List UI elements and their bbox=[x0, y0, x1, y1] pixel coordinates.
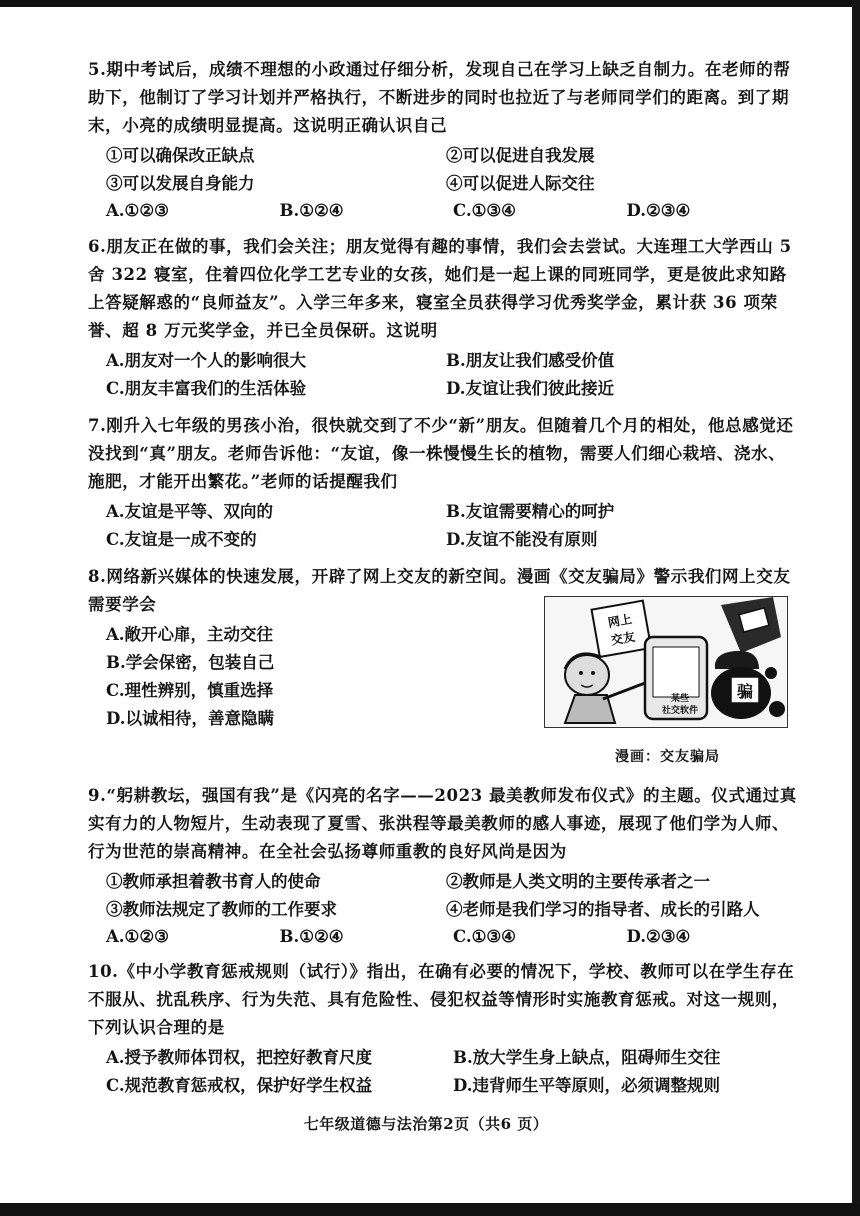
answer-row bbox=[88, 1070, 800, 1098]
question-5 bbox=[88, 56, 800, 224]
option-a: A.敞开心扉，主动交往 bbox=[106, 625, 274, 644]
cartoon-caption: 漫画：交友骗局 bbox=[615, 749, 720, 765]
option-c: C.①③④ bbox=[453, 200, 516, 220]
scan-edge-right bbox=[852, 0, 860, 1216]
option-a: A.友谊是平等、双向的 bbox=[106, 502, 274, 521]
statement-4: ④老师是我们学习的指导者、成长的引路人 bbox=[446, 900, 760, 919]
statement-1: ①可以确保改正缺点 bbox=[106, 146, 255, 165]
option-c: C.朋友丰富我们的生活体验 bbox=[106, 379, 307, 398]
option-b: B.①②④ bbox=[279, 926, 344, 946]
question-10 bbox=[88, 958, 800, 1098]
question-stem: 7.刚升入七年级的男孩小治，很快就交到了不少“新”朋友。但随着几个月的相处，他总感觉还没找到“真”朋友。老师告诉他：“友谊，像一株慢慢生长的植物，需要人们细心栽培、浇水、施肥，才能开出繁花。”老师的话提醒我们 bbox=[88, 416, 794, 491]
answer-row bbox=[88, 1042, 800, 1070]
option-d: D.友谊让我们彼此接近 bbox=[446, 379, 614, 398]
option-c: C.理性辨别，慎重选择 bbox=[106, 681, 274, 700]
cartoon-fraud-illustration bbox=[544, 596, 788, 728]
question-stem: 9.“躬耕教坛，强国有我”是《闪亮的名字——2023 最美教师发布仪式》的主题。仪式通过真实有力的人物短片，生动表现了夏雪、张洪程等最美教师的感人事迹，展现了他们学为人师、行为世范的崇高精神。在全社会弘扬尊师重教的良好风尚是因为 bbox=[88, 786, 797, 861]
statement-row bbox=[88, 894, 800, 922]
statement-row bbox=[88, 168, 800, 196]
question-6 bbox=[88, 233, 800, 401]
option-b: B.学会保密，包装自己 bbox=[106, 653, 275, 672]
option-d: D.友谊不能没有原则 bbox=[446, 530, 598, 549]
statement-row bbox=[88, 140, 800, 168]
option-d: D.以诚相待，善意隐瞒 bbox=[106, 709, 274, 728]
question-stem: 6.朋友正在做的事，我们会关注；朋友觉得有趣的事情，我们会去尝试。大连理工大学西山 5 舍 322 寝室，住着四位化学工艺专业的女孩，她们是一起上课的同班同学，更是彼此求知路上答疑解惑的“良师益友”。入学三年多来，寝室全员获得学习优秀奖学金，累计获 36 项荣誉、超 8 万元奖学金，并已全员保研。这说明 bbox=[88, 237, 792, 340]
statement-4: ④可以促进人际交往 bbox=[446, 174, 595, 193]
statement-1: ①教师承担着教书育人的使命 bbox=[106, 872, 321, 891]
statement-2: ②可以促进自我发展 bbox=[446, 146, 595, 165]
option-a: A.授予教师体罚权，把控好教育尺度 bbox=[106, 1048, 373, 1067]
answer-row bbox=[88, 524, 800, 552]
answer-row bbox=[88, 373, 800, 401]
option-d: D.违背师生平等原则，必须调整规则 bbox=[453, 1076, 720, 1095]
option-a: A.①②③ bbox=[106, 926, 169, 946]
answer-row bbox=[88, 922, 800, 950]
option-a: A.朋友对一个人的影响很大 bbox=[106, 351, 307, 370]
sign-text-1: 网上 bbox=[606, 611, 633, 630]
page-footer: 七年级道德与法治第2页（共6 页） bbox=[303, 1115, 549, 1133]
statement-2: ②教师是人类文明的主要传承者之一 bbox=[446, 872, 710, 891]
option-d: D.②③④ bbox=[626, 926, 691, 946]
option-b: B.放大学生身上缺点，阻碍师生交往 bbox=[453, 1048, 721, 1067]
device-text-2: 社交软件 bbox=[661, 706, 699, 716]
question-7 bbox=[88, 412, 800, 552]
question-stem: 10.《中小学教育惩戒规则（试行）》指出，在确有必要的情况下，学校、教师可以在学生存在不服从、扰乱秩序、行为失范、具有危险性、侵犯权益等情形时实施教育惩戒。对这一规则，下列认识合理的是 bbox=[88, 962, 795, 1037]
statement-3: ③可以发展自身能力 bbox=[106, 174, 255, 193]
answer-row bbox=[88, 496, 800, 524]
statement-row bbox=[88, 866, 800, 894]
option-c: C.友谊是一成不变的 bbox=[106, 530, 257, 549]
option-c: C.规范教育惩戒权，保护好学生权益 bbox=[106, 1076, 373, 1095]
option-d: D.②③④ bbox=[626, 200, 691, 220]
scan-edge-bottom bbox=[0, 1203, 860, 1216]
bag-text: 骗 bbox=[736, 682, 754, 701]
statement-3: ③教师法规定了教师的工作要求 bbox=[106, 900, 337, 919]
option-c: C.①③④ bbox=[453, 926, 516, 946]
device-text-1: 某些 bbox=[670, 694, 690, 704]
answer-row bbox=[88, 196, 800, 224]
question-stem: 5.期中考试后，成绩不理想的小政通过仔细分析，发现自己在学习上缺乏自制力。在老师的帮助下，他制订了学习计划并严格执行，不断进步的同时也拉近了与老师同学们的距离。到了期末，小亮的成绩明显提高。这说明正确认识自己 bbox=[88, 60, 791, 135]
option-b: B.①②④ bbox=[279, 200, 344, 220]
question-stem: 8.网络新兴媒体的快速发展，开辟了网上交友的新空间。漫画《交友骗局》警示我们网上交友需要学会 bbox=[88, 567, 791, 614]
sign-text-2: 交友 bbox=[610, 629, 637, 648]
option-b: B.朋友让我们感受价值 bbox=[446, 351, 615, 370]
cartoon-drawing bbox=[545, 597, 787, 727]
answer-row bbox=[88, 345, 800, 373]
option-a: A.①②③ bbox=[106, 200, 169, 220]
option-b: B.友谊需要精心的呵护 bbox=[446, 502, 615, 521]
question-9 bbox=[88, 782, 800, 950]
